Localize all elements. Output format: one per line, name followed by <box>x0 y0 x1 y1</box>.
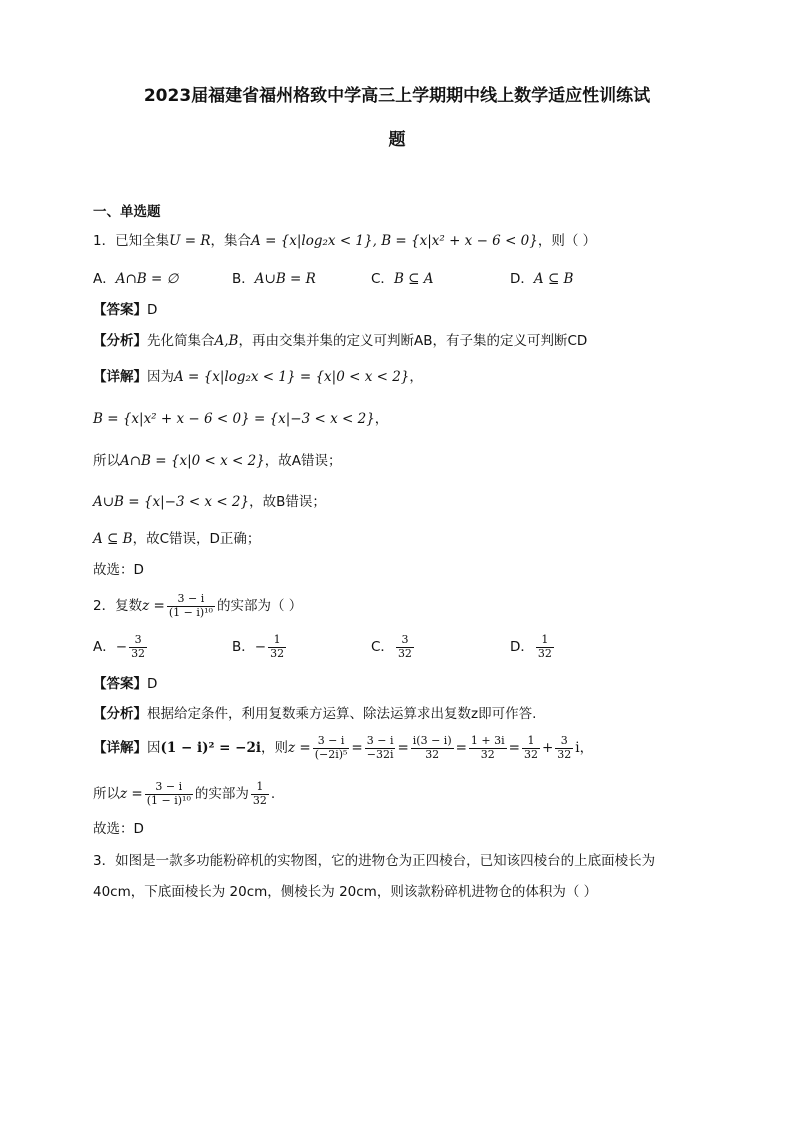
stem-text: 2．复数 <box>93 598 143 615</box>
q1-answer <box>93 304 157 318</box>
detail-variable: z = <box>120 786 143 803</box>
detail-text-2: ，则 <box>260 740 288 757</box>
numerator: 3 − i <box>145 781 193 795</box>
q1-option-c <box>371 273 434 287</box>
detail-fraction-6 <box>555 735 573 761</box>
detail-tag: 【详解】 <box>93 369 147 385</box>
detail-tag: 【详解】 <box>93 740 147 757</box>
denominator: (1 − i)¹⁰ <box>146 793 191 807</box>
denominator: −32i <box>366 747 394 761</box>
answer-value: D <box>147 676 158 692</box>
denominator: 32 <box>397 646 412 660</box>
numerator: 1 + 3i <box>470 734 505 747</box>
option-label: A． <box>93 271 116 287</box>
denominator: 32 <box>425 747 440 761</box>
detail-fraction <box>145 781 193 807</box>
numerator: 3 <box>555 735 573 749</box>
q2-detail-line1: 【详解】因(1 − i)² = −2i，则z = $\frac{3 - i}{\text{(−2i)⁵}}$ = $\frac{3 - i}{-32i}$ = $\frac{i(3 - i)}{32}$ = $\frac{1 + 3i}{32}$ = $\frac{1}{32}$ + $\frac{3}{32}$ i， <box>93 734 594 761</box>
detail-fraction-5 <box>522 735 540 761</box>
option-label: A． <box>93 639 116 656</box>
q2-stem <box>93 593 302 619</box>
option-text: A ⊆ B <box>533 271 574 287</box>
q1-stem-prefix: 1．已知全集 <box>93 233 170 249</box>
detail-end: . <box>270 786 276 803</box>
q3-stem-line1: 3．如图是一款多功能粉碎机的实物图，它的进物仓为正四棱台，已知该四棱台的上底面棱长为 <box>93 853 656 869</box>
q1-stem <box>93 235 596 249</box>
detail-result-fraction <box>251 781 269 807</box>
denominator: 32 <box>252 793 267 807</box>
detail-text: 因为 <box>147 369 174 385</box>
denominator: 32 <box>131 646 146 660</box>
detail-tail: i， <box>575 740 594 757</box>
option-fraction <box>129 634 147 660</box>
denominator: 32 <box>537 646 552 660</box>
stem-text-2: 的实部为（ ） <box>216 598 303 615</box>
q1-sets-definition: A = {x|log₂x < 1}, B = {x|x² + x − 6 < 0} <box>251 233 538 249</box>
denominator: 32 <box>557 747 572 761</box>
answer-tag: 【答案】 <box>93 302 147 318</box>
detail-text-2: 的实部为 <box>194 786 249 803</box>
q1-option-a <box>93 273 178 287</box>
numerator: 3 <box>396 634 414 648</box>
detail-fraction-2 <box>365 735 396 761</box>
q1-option-b <box>232 273 316 287</box>
q2-analysis <box>93 708 536 722</box>
detail-text: 因 <box>147 740 161 757</box>
q3-stem-line2: 40cm，下底面棱长为 20cm，侧棱长为 20cm，则该款粉碎机进物仓的体积为（ ） <box>93 884 598 900</box>
option-fraction <box>396 634 414 660</box>
detail-variable: z = <box>287 740 311 757</box>
q1-stem-mid: ，集合 <box>210 233 252 249</box>
analysis-text-2: ，再由交集并集的定义可判断AB，有子集的定义可判断CD <box>238 333 588 349</box>
denominator: 32 <box>480 747 495 761</box>
option-label: C． <box>371 639 394 656</box>
numerator: 3 − i <box>313 735 350 749</box>
analysis-sets: A,B <box>214 333 239 349</box>
q2-option-a <box>93 634 149 660</box>
stem-variable: z = <box>142 598 165 615</box>
detail-punct: ， <box>374 411 389 427</box>
q2-answer <box>93 678 157 692</box>
detail-equation: A = {x|log₂x < 1} = {x|0 < x < 2} <box>174 369 410 385</box>
option-label: D． <box>510 271 534 287</box>
numerator: 1 <box>536 634 554 648</box>
analysis-text: 先化简集合 <box>147 333 215 349</box>
denominator: (−2i)⁵ <box>314 747 348 761</box>
q1-stem-suffix: ，则（ ） <box>537 233 597 249</box>
denominator: (1 − i)¹⁰ <box>168 605 213 619</box>
answer-tag: 【答案】 <box>93 676 147 692</box>
option-text: A∪B = R <box>254 271 316 287</box>
numerator: 3 <box>129 634 147 648</box>
q2-conclusion: 故选：D <box>93 821 144 837</box>
detail-text-2: ，故A错误； <box>264 453 342 469</box>
analysis-text: 根据给定条件，利用复数乘方运算、除法运算求出复数z即可作答. <box>147 706 537 722</box>
numerator: i(3 − i) <box>412 734 452 747</box>
analysis-tag: 【分析】 <box>93 706 147 722</box>
q2-option-c <box>371 634 416 660</box>
q1-detail-line5 <box>93 533 260 547</box>
detail-equation: A ⊆ B <box>93 531 133 547</box>
detail-text: 所以 <box>93 453 120 469</box>
numerator: 3 − i <box>167 593 215 607</box>
q1-detail-line2 <box>93 413 388 427</box>
q1-universal-set: U = R <box>169 233 211 249</box>
option-label: B． <box>232 639 255 656</box>
numerator: 1 <box>251 781 269 795</box>
option-label: D． <box>510 639 534 656</box>
q1-detail-line4 <box>93 496 326 510</box>
detail-identity: (1 − i)² = −2i <box>160 740 261 757</box>
section-heading: 一、单选题 <box>93 204 161 220</box>
detail-equation: A∩B = {x|0 < x < 2} <box>120 453 265 469</box>
option-text: B ⊆ A <box>393 271 434 287</box>
q1-detail-line1 <box>93 371 423 385</box>
document-title-line2: 题 <box>388 130 406 150</box>
detail-fraction-4 <box>469 735 507 761</box>
detail-fraction-3 <box>411 735 454 761</box>
q2-option-d <box>510 634 556 660</box>
option-sign: − <box>115 639 128 656</box>
q1-detail-line3 <box>93 455 342 469</box>
q1-option-d <box>510 273 573 287</box>
option-label: C． <box>371 271 394 287</box>
detail-punct: ， <box>409 369 423 385</box>
detail-fraction-1 <box>313 735 350 761</box>
document-title-line1: 2023届福建省福州格致中学高三上学期期中线上数学适应性训练试 <box>143 86 651 106</box>
numerator: 1 <box>522 735 540 749</box>
numerator: 3 − i <box>366 734 394 747</box>
detail-equation: A∪B = {x|−3 < x < 2} <box>93 494 250 510</box>
option-label: B． <box>232 271 255 287</box>
detail-text: ，故B错误； <box>249 494 326 510</box>
numerator: 1 <box>268 634 286 648</box>
option-fraction <box>536 634 554 660</box>
q2-option-b <box>232 634 288 660</box>
q1-analysis <box>93 335 587 349</box>
detail-text: ，故C错误，D正确； <box>132 531 261 547</box>
q1-conclusion: 故选：D <box>93 562 144 578</box>
analysis-tag: 【分析】 <box>93 333 147 349</box>
denominator: 32 <box>270 646 285 660</box>
option-sign: − <box>254 639 267 656</box>
q2-stem-fraction <box>167 593 215 619</box>
answer-value: D <box>147 302 158 318</box>
option-text: A∩B = ∅ <box>115 271 179 287</box>
detail-text: 所以 <box>93 786 120 803</box>
denominator: 32 <box>523 747 538 761</box>
q2-detail-line2 <box>93 781 275 807</box>
detail-equation: B = {x|x² + x − 6 < 0} = {x|−3 < x < 2} <box>93 411 375 427</box>
option-fraction <box>268 634 286 660</box>
